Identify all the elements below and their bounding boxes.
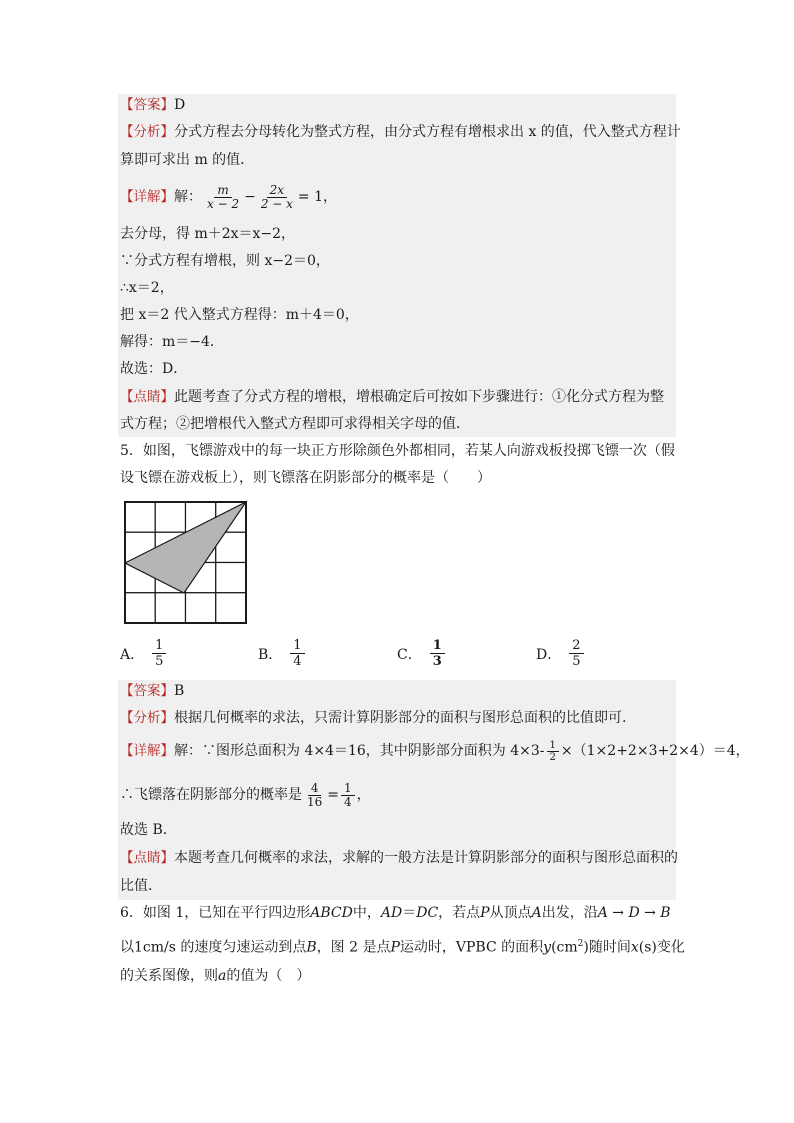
equation-rhs: = 1， bbox=[297, 189, 338, 205]
q5-probability-line bbox=[120, 780, 371, 810]
stem-text: 随时间 bbox=[588, 939, 631, 956]
stem-text: 的值为（ ） bbox=[226, 968, 311, 984]
fraction-4-over-16 bbox=[304, 782, 325, 809]
stem-text: ，图 2 是点 bbox=[316, 939, 391, 956]
option-letter: C． bbox=[397, 646, 422, 663]
option-fraction bbox=[290, 638, 304, 669]
fraction-numerator: 1 bbox=[290, 638, 304, 654]
math-x: x bbox=[630, 939, 639, 956]
fraction-one-half bbox=[547, 740, 559, 763]
stem-text: 从顶点 bbox=[489, 905, 532, 921]
comment-tag: 【点睛】 bbox=[120, 850, 174, 866]
fraction-denominator: 2 bbox=[549, 751, 556, 763]
q4-comment-line-1 bbox=[120, 387, 664, 407]
option-letter: B． bbox=[258, 646, 283, 663]
q5-choose-line: 故选 B． bbox=[120, 822, 177, 838]
fraction-numerator: 4 bbox=[308, 782, 322, 796]
q5-comment-line-2: 比值． bbox=[120, 878, 162, 894]
detail-tag: 【详解】 bbox=[120, 189, 174, 205]
fraction-denominator: 2 − x bbox=[260, 196, 293, 211]
detail-tag: 【详解】 bbox=[120, 743, 174, 759]
q4-answer-line bbox=[120, 95, 185, 115]
math-abcd: ABCD bbox=[310, 905, 353, 921]
stem-text: 出发，沿 bbox=[541, 905, 598, 921]
stem-text: 6．如图 1，已知在平行四边形 bbox=[120, 905, 311, 921]
math-y: y bbox=[543, 939, 552, 956]
q5-comment-line-1 bbox=[120, 848, 678, 868]
fraction-denominator: 5 bbox=[572, 654, 581, 669]
q4-step-2: ∵分式方程有增根，则 x−2＝0， bbox=[120, 253, 330, 269]
fraction-m-over-x-minus-2 bbox=[204, 184, 242, 211]
analysis-text: 分式方程去分母转化为整式方程，由分式方程有增根求出 x 的值，代入整式方程计 bbox=[174, 124, 681, 140]
unit-text: (s) bbox=[638, 939, 657, 956]
option-fraction bbox=[569, 638, 583, 669]
math-p: P bbox=[480, 905, 490, 921]
fraction-denominator: 3 bbox=[432, 654, 442, 669]
grid-cell bbox=[155, 502, 185, 532]
fraction-denominator: 16 bbox=[307, 794, 323, 809]
option-fraction bbox=[152, 638, 166, 669]
minus-sign: − bbox=[244, 189, 256, 205]
math-a: A bbox=[531, 905, 542, 921]
grid-cell bbox=[216, 593, 246, 623]
fraction-1-over-4 bbox=[341, 782, 355, 809]
grid-cell bbox=[155, 593, 185, 623]
probability-end: ， bbox=[356, 787, 371, 803]
q4-comment-line-2: 式方程；②把增根代入整式方程即可求得相关字母的值． bbox=[120, 416, 470, 432]
q4-step-5: 解得：m＝−4． bbox=[120, 334, 224, 350]
stem-text: 中， bbox=[352, 905, 381, 921]
detail-intro: 解： bbox=[174, 189, 202, 205]
stem-text: ，若点 bbox=[438, 905, 481, 921]
q5-stem-line-2: 设飞镖在游戏板上），则飞镖落在阴影部分的概率是（ ） bbox=[120, 470, 491, 486]
grid-cell bbox=[216, 563, 246, 593]
equals-sign: = bbox=[327, 787, 340, 803]
detail-text-b: ×（1×2+2×3+2×4）＝4， bbox=[560, 743, 750, 759]
math-p: P bbox=[390, 939, 400, 956]
unit-superscript: 2 bbox=[577, 939, 584, 949]
fraction-denominator: 4 bbox=[344, 794, 352, 809]
fraction-denominator: 4 bbox=[293, 654, 302, 669]
option-a[interactable] bbox=[120, 638, 168, 669]
math-ad: AD bbox=[380, 905, 403, 921]
analysis-tag: 【分析】 bbox=[120, 124, 174, 140]
q4-detail-equation bbox=[120, 180, 337, 214]
stem-text: 变化 bbox=[656, 939, 685, 956]
q6-stem-line-1 bbox=[120, 903, 671, 923]
comment-tag: 【点睛】 bbox=[120, 389, 174, 405]
math-b: B bbox=[306, 939, 317, 956]
q4-step-1: 去分母，得 m＋2x＝x−2， bbox=[120, 226, 296, 242]
fraction-numerator: 1 bbox=[430, 638, 445, 654]
detail-text-a: 解：∵图形总面积为 4×4＝16，其中阴影部分面积为 4×3- bbox=[174, 743, 545, 759]
math-a-variable: a bbox=[218, 968, 227, 984]
option-c[interactable] bbox=[397, 638, 447, 669]
math-equals: ＝ bbox=[402, 905, 417, 921]
probability-text: ∴飞镖落在阴影部分的概率是 bbox=[120, 787, 302, 803]
fraction-numerator: 2 bbox=[569, 638, 583, 654]
math-path: A → D → B bbox=[597, 905, 671, 921]
option-letter: D． bbox=[536, 646, 562, 663]
grid-cell bbox=[125, 502, 155, 532]
fraction-denominator: x − 2 bbox=[207, 196, 240, 211]
q4-step-3: ∴x＝2， bbox=[120, 280, 174, 296]
analysis-text: 算即可求出 m 的值． bbox=[120, 152, 255, 168]
math-dc: DC bbox=[416, 905, 439, 921]
q5-answer-line bbox=[120, 681, 184, 701]
answer-tag: 【答案】 bbox=[120, 97, 174, 113]
dartboard-grid-figure bbox=[120, 498, 250, 626]
q5-detail-line bbox=[120, 738, 750, 764]
fraction-numerator: 1 bbox=[152, 638, 166, 654]
fraction-2x-over-2-minus-x bbox=[258, 184, 296, 211]
fraction-numerator: 2x bbox=[267, 184, 287, 198]
fraction-numerator: 1 bbox=[341, 782, 355, 796]
comment-text: 此题考查了分式方程的增根，增根确定后可按如下步骤进行：①化分式方程为整 bbox=[174, 389, 664, 405]
q4-step-4: 把 x＝2 代入整式方程得：m＋4＝0， bbox=[120, 307, 359, 323]
grid-cell bbox=[125, 593, 155, 623]
option-fraction bbox=[430, 638, 445, 669]
grid-cell bbox=[186, 593, 216, 623]
q6-stem-line-3 bbox=[120, 966, 310, 986]
q6-stem-line-2 bbox=[120, 934, 685, 958]
unit-text: (cm bbox=[551, 939, 578, 956]
answer-tag: 【答案】 bbox=[120, 683, 174, 699]
q4-step-6: 故选：D． bbox=[120, 361, 188, 377]
fraction-numerator: 1 bbox=[547, 740, 559, 752]
stem-text: 的关系图像，则 bbox=[120, 968, 218, 984]
option-d[interactable] bbox=[536, 638, 586, 669]
option-letter: A． bbox=[120, 646, 145, 663]
stem-text: 运动时，VPBC 的面积 bbox=[399, 939, 544, 956]
q5-analysis-line bbox=[120, 708, 626, 728]
q5-stem-line-1: 5．如图，飞镖游戏中的每一块正方形除颜色外都相同，若某人向游戏板投掷飞镖一次（假 bbox=[120, 443, 675, 459]
fraction-numerator: m bbox=[214, 184, 231, 198]
unit-text: ) bbox=[583, 939, 589, 956]
q4-analysis-line-1 bbox=[120, 122, 681, 142]
analysis-tag: 【分析】 bbox=[120, 710, 174, 726]
answer-value: B bbox=[174, 683, 185, 699]
option-b[interactable] bbox=[258, 638, 307, 669]
q4-analysis-line-2 bbox=[120, 150, 254, 170]
fraction-denominator: 5 bbox=[155, 654, 164, 669]
answer-value: D bbox=[174, 97, 186, 113]
comment-text: 本题考查几何概率的求法，求解的一般方法是计算阴影部分的面积与图形总面积的 bbox=[174, 850, 678, 866]
stem-text: 以1cm/s 的速度匀速运动到点 bbox=[120, 939, 307, 956]
analysis-text: 根据几何概率的求法，只需计算阴影部分的面积与图形总面积的比值即可. bbox=[174, 710, 627, 726]
